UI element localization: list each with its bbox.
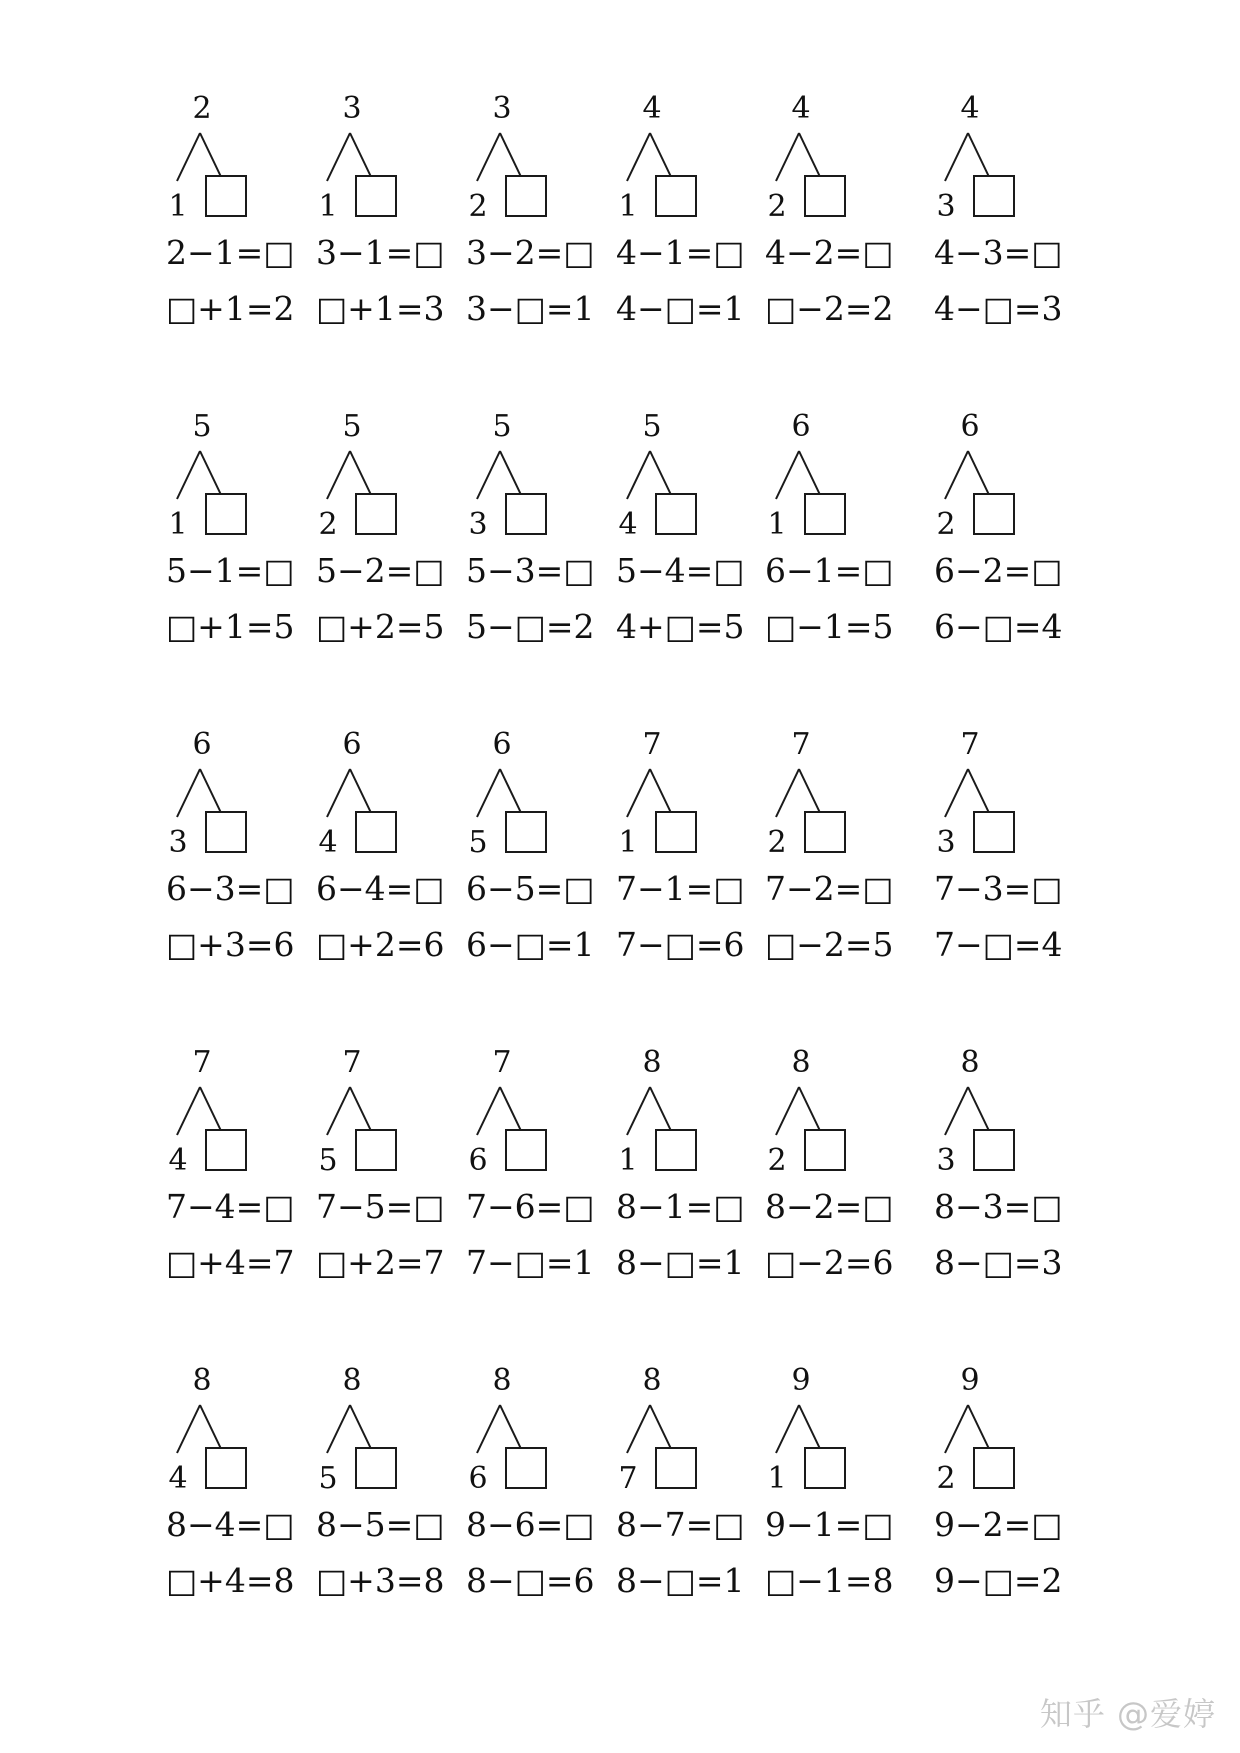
left-branch-line <box>945 769 968 817</box>
missing-number-equation[interactable]: 6−□=4 <box>934 607 1063 646</box>
number-bond-problem <box>466 409 596 682</box>
bond-known-part: 2 <box>318 507 338 542</box>
bond-total: 8 <box>342 1363 362 1398</box>
missing-part-box[interactable] <box>355 1129 397 1171</box>
left-branch-line <box>627 451 650 499</box>
missing-part-box[interactable] <box>355 811 397 853</box>
bond-known-part: 2 <box>936 507 956 542</box>
missing-part-box[interactable] <box>505 811 547 853</box>
bond-total: 6 <box>492 727 512 762</box>
left-branch-line <box>177 133 200 181</box>
missing-part-box[interactable] <box>804 811 846 853</box>
bond-known-part: 1 <box>168 507 188 542</box>
right-branch-line <box>350 133 373 181</box>
number-bond-problem <box>616 1363 746 1636</box>
right-branch-line <box>968 769 991 817</box>
bond-total: 4 <box>791 91 811 126</box>
missing-part-box[interactable] <box>804 175 846 217</box>
subtraction-equation[interactable]: 4−2=□ <box>765 233 894 272</box>
right-branch-line <box>650 1087 673 1135</box>
subtraction-equation[interactable]: 6−1=□ <box>765 551 894 590</box>
left-branch-line <box>776 133 799 181</box>
bond-known-part: 1 <box>767 507 787 542</box>
bond-known-part: 3 <box>168 825 188 860</box>
bond-total: 7 <box>642 727 662 762</box>
bond-total: 8 <box>192 1363 212 1398</box>
subtraction-equation[interactable]: 5−1=□ <box>166 551 295 590</box>
number-bond-problem <box>466 1045 596 1318</box>
subtraction-equation[interactable]: 8−7=□ <box>616 1505 745 1544</box>
subtraction-equation[interactable]: 3−2=□ <box>466 233 595 272</box>
missing-part-box[interactable] <box>655 175 697 217</box>
missing-number-equation[interactable]: □+3=6 <box>166 925 295 964</box>
number-bond-problem <box>616 727 746 1000</box>
missing-part-box[interactable] <box>973 1447 1015 1489</box>
right-branch-line <box>200 133 223 181</box>
number-bond-problem <box>934 727 1064 1000</box>
subtraction-equation[interactable]: 8−4=□ <box>166 1505 295 1544</box>
left-branch-line <box>945 1405 968 1453</box>
left-branch-line <box>945 133 968 181</box>
bond-known-part: 5 <box>318 1143 338 1178</box>
number-bond-problem <box>765 1045 895 1318</box>
missing-part-box[interactable] <box>505 493 547 535</box>
missing-part-box[interactable] <box>205 493 247 535</box>
bond-known-part: 3 <box>468 507 488 542</box>
bond-known-part: 1 <box>168 189 188 224</box>
number-bond-problem <box>166 1363 296 1636</box>
right-branch-line <box>799 451 822 499</box>
left-branch-line <box>327 769 350 817</box>
missing-number-equation[interactable]: 3−□=1 <box>466 289 595 328</box>
left-branch-line <box>177 451 200 499</box>
number-bond-problem <box>466 1363 596 1636</box>
bond-total: 5 <box>642 409 662 444</box>
number-bond-problem <box>466 91 596 364</box>
missing-number-equation[interactable]: 7−□=1 <box>466 1243 595 1282</box>
right-branch-line <box>799 1405 822 1453</box>
bond-total: 5 <box>192 409 212 444</box>
number-bond-problem <box>616 409 746 682</box>
left-branch-line <box>477 1405 500 1453</box>
missing-number-equation[interactable]: □+3=8 <box>316 1561 445 1600</box>
subtraction-equation[interactable]: 7−4=□ <box>166 1187 295 1226</box>
right-branch-line <box>500 1405 523 1453</box>
bond-known-part: 7 <box>618 1461 638 1496</box>
subtraction-equation[interactable]: 7−1=□ <box>616 869 745 908</box>
number-bond-problem <box>934 1363 1064 1636</box>
missing-number-equation[interactable]: □−2=2 <box>765 289 894 328</box>
missing-part-box[interactable] <box>505 1129 547 1171</box>
number-bond-problem <box>616 1045 746 1318</box>
right-branch-line <box>650 451 673 499</box>
right-branch-line <box>799 1087 822 1135</box>
missing-part-box[interactable] <box>355 493 397 535</box>
missing-number-equation[interactable]: 6−□=1 <box>466 925 595 964</box>
number-bond-problem <box>765 91 895 364</box>
right-branch-line <box>200 1087 223 1135</box>
right-branch-line <box>200 1405 223 1453</box>
bond-known-part: 4 <box>318 825 338 860</box>
number-bond-problem <box>466 727 596 1000</box>
left-branch-line <box>776 451 799 499</box>
number-bond-problem <box>316 409 446 682</box>
missing-number-equation[interactable]: □+1=3 <box>316 289 445 328</box>
bond-total: 7 <box>342 1045 362 1080</box>
missing-number-equation[interactable]: 8−□=3 <box>934 1243 1063 1282</box>
subtraction-equation[interactable]: 2−1=□ <box>166 233 295 272</box>
missing-part-box[interactable] <box>205 1447 247 1489</box>
left-branch-line <box>945 451 968 499</box>
bond-known-part: 1 <box>618 825 638 860</box>
bond-known-part: 3 <box>936 1143 956 1178</box>
number-bond-problem <box>166 1045 296 1318</box>
left-branch-line <box>327 133 350 181</box>
bond-known-part: 5 <box>318 1461 338 1496</box>
right-branch-line <box>650 133 673 181</box>
right-branch-line <box>799 769 822 817</box>
right-branch-line <box>350 451 373 499</box>
left-branch-line <box>776 1405 799 1453</box>
bond-total: 8 <box>960 1045 980 1080</box>
bond-total: 6 <box>791 409 811 444</box>
left-branch-line <box>177 1087 200 1135</box>
missing-number-equation[interactable]: □−2=5 <box>765 925 894 964</box>
missing-number-equation[interactable]: □+2=7 <box>316 1243 445 1282</box>
subtraction-equation[interactable]: 8−6=□ <box>466 1505 595 1544</box>
bond-known-part: 6 <box>468 1143 488 1178</box>
bond-known-part: 3 <box>936 189 956 224</box>
bond-known-part: 2 <box>767 1143 787 1178</box>
right-branch-line <box>350 769 373 817</box>
subtraction-equation[interactable]: 7−2=□ <box>765 869 894 908</box>
number-bond-problem <box>765 409 895 682</box>
left-branch-line <box>327 1087 350 1135</box>
subtraction-equation[interactable]: 7−3=□ <box>934 869 1063 908</box>
subtraction-equation[interactable]: 8−1=□ <box>616 1187 745 1226</box>
number-bond-problem <box>616 91 746 364</box>
number-bond-problem <box>316 1363 446 1636</box>
number-bond-problem <box>166 727 296 1000</box>
right-branch-line <box>650 769 673 817</box>
right-branch-line <box>799 133 822 181</box>
subtraction-equation[interactable]: 6−2=□ <box>934 551 1063 590</box>
bond-total: 4 <box>960 91 980 126</box>
bond-total: 8 <box>642 1045 662 1080</box>
subtraction-equation[interactable]: 8−5=□ <box>316 1505 445 1544</box>
left-branch-line <box>327 451 350 499</box>
bond-known-part: 6 <box>468 1461 488 1496</box>
missing-number-equation[interactable]: 4+□=5 <box>616 607 745 646</box>
bond-known-part: 4 <box>168 1461 188 1496</box>
left-branch-line <box>627 1087 650 1135</box>
bond-total: 7 <box>791 727 811 762</box>
left-branch-line <box>627 769 650 817</box>
subtraction-equation[interactable]: 4−3=□ <box>934 233 1063 272</box>
bond-total: 6 <box>192 727 212 762</box>
missing-part-box[interactable] <box>355 1447 397 1489</box>
missing-number-equation[interactable]: 4−□=3 <box>934 289 1063 328</box>
missing-number-equation[interactable]: 9−□=2 <box>934 1561 1063 1600</box>
bond-total: 2 <box>192 91 212 126</box>
right-branch-line <box>968 451 991 499</box>
number-bond-problem <box>316 91 446 364</box>
subtraction-equation[interactable]: 9−1=□ <box>765 1505 894 1544</box>
subtraction-equation[interactable]: 3−1=□ <box>316 233 445 272</box>
left-branch-line <box>327 1405 350 1453</box>
right-branch-line <box>350 1405 373 1453</box>
subtraction-equation[interactable]: 5−3=□ <box>466 551 595 590</box>
missing-number-equation[interactable]: 8−□=6 <box>466 1561 595 1600</box>
bond-total: 7 <box>960 727 980 762</box>
subtraction-equation[interactable]: 7−5=□ <box>316 1187 445 1226</box>
subtraction-equation[interactable]: 4−1=□ <box>616 233 745 272</box>
missing-number-equation[interactable]: □−2=6 <box>765 1243 894 1282</box>
missing-part-box[interactable] <box>804 493 846 535</box>
bond-total: 8 <box>791 1045 811 1080</box>
subtraction-equation[interactable]: 6−4=□ <box>316 869 445 908</box>
right-branch-line <box>500 451 523 499</box>
missing-number-equation[interactable]: 4−□=1 <box>616 289 745 328</box>
subtraction-equation[interactable]: 6−3=□ <box>166 869 295 908</box>
number-bond-problem <box>166 91 296 364</box>
right-branch-line <box>500 1087 523 1135</box>
missing-number-equation[interactable]: 5−□=2 <box>466 607 595 646</box>
bond-known-part: 5 <box>468 825 488 860</box>
missing-part-box[interactable] <box>505 175 547 217</box>
right-branch-line <box>500 769 523 817</box>
missing-part-box[interactable] <box>655 811 697 853</box>
left-branch-line <box>477 1087 500 1135</box>
bond-known-part: 3 <box>936 825 956 860</box>
right-branch-line <box>968 1405 991 1453</box>
left-branch-line <box>177 1405 200 1453</box>
bond-known-part: 1 <box>618 1143 638 1178</box>
missing-number-equation[interactable]: □−1=5 <box>765 607 894 646</box>
bond-total: 6 <box>342 727 362 762</box>
missing-number-equation[interactable]: □+1=5 <box>166 607 295 646</box>
missing-number-equation[interactable]: □+2=6 <box>316 925 445 964</box>
right-branch-line <box>200 451 223 499</box>
right-branch-line <box>200 769 223 817</box>
missing-number-equation[interactable]: □+1=2 <box>166 289 295 328</box>
number-bond-problem <box>316 1045 446 1318</box>
bond-known-part: 2 <box>936 1461 956 1496</box>
missing-part-box[interactable] <box>655 1129 697 1171</box>
bond-total: 4 <box>642 91 662 126</box>
missing-part-box[interactable] <box>205 175 247 217</box>
left-branch-line <box>477 769 500 817</box>
missing-part-box[interactable] <box>205 811 247 853</box>
bond-total: 7 <box>192 1045 212 1080</box>
number-bond-problem <box>765 727 895 1000</box>
right-branch-line <box>968 133 991 181</box>
left-branch-line <box>177 769 200 817</box>
bond-known-part: 2 <box>468 189 488 224</box>
bond-known-part: 1 <box>318 189 338 224</box>
bond-total: 5 <box>342 409 362 444</box>
missing-part-box[interactable] <box>804 1129 846 1171</box>
bond-known-part: 1 <box>618 189 638 224</box>
right-branch-line <box>350 1087 373 1135</box>
left-branch-line <box>627 133 650 181</box>
missing-number-equation[interactable]: 8−□=1 <box>616 1243 745 1282</box>
missing-part-box[interactable] <box>205 1129 247 1171</box>
bond-total: 9 <box>791 1363 811 1398</box>
number-bond-problem <box>934 91 1064 364</box>
subtraction-equation[interactable]: 9−2=□ <box>934 1505 1063 1544</box>
left-branch-line <box>627 1405 650 1453</box>
bond-total: 7 <box>492 1045 512 1080</box>
subtraction-equation[interactable]: 5−2=□ <box>316 551 445 590</box>
missing-number-equation[interactable]: 7−□=6 <box>616 925 745 964</box>
missing-part-box[interactable] <box>973 811 1015 853</box>
missing-part-box[interactable] <box>655 493 697 535</box>
missing-number-equation[interactable]: 8−□=1 <box>616 1561 745 1600</box>
missing-number-equation[interactable]: □−1=8 <box>765 1561 894 1600</box>
bond-total: 3 <box>342 91 362 126</box>
number-bond-problem <box>934 409 1064 682</box>
bond-total: 8 <box>642 1363 662 1398</box>
missing-part-box[interactable] <box>973 1129 1015 1171</box>
missing-number-equation[interactable]: □+4=7 <box>166 1243 295 1282</box>
left-branch-line <box>776 769 799 817</box>
missing-part-box[interactable] <box>804 1447 846 1489</box>
subtraction-equation[interactable]: 8−3=□ <box>934 1187 1063 1226</box>
number-bond-problem <box>166 409 296 682</box>
missing-part-box[interactable] <box>655 1447 697 1489</box>
bond-known-part: 4 <box>168 1143 188 1178</box>
missing-part-box[interactable] <box>355 175 397 217</box>
bond-total: 5 <box>492 409 512 444</box>
bond-known-part: 1 <box>767 1461 787 1496</box>
number-bond-problem <box>934 1045 1064 1318</box>
subtraction-equation[interactable]: 6−5=□ <box>466 869 595 908</box>
watermark: 知乎 @爱婷 <box>1039 1695 1216 1733</box>
missing-number-equation[interactable]: □+4=8 <box>166 1561 295 1600</box>
subtraction-equation[interactable]: 7−6=□ <box>466 1187 595 1226</box>
number-bond-problem <box>316 727 446 1000</box>
missing-part-box[interactable] <box>973 175 1015 217</box>
missing-part-box[interactable] <box>973 493 1015 535</box>
bond-total: 8 <box>492 1363 512 1398</box>
missing-part-box[interactable] <box>505 1447 547 1489</box>
left-branch-line <box>477 133 500 181</box>
left-branch-line <box>776 1087 799 1135</box>
subtraction-equation[interactable]: 5−4=□ <box>616 551 745 590</box>
number-bond-problem <box>765 1363 895 1636</box>
missing-number-equation[interactable]: □+2=5 <box>316 607 445 646</box>
right-branch-line <box>650 1405 673 1453</box>
bond-total: 6 <box>960 409 980 444</box>
left-branch-line <box>477 451 500 499</box>
bond-known-part: 2 <box>767 189 787 224</box>
right-branch-line <box>968 1087 991 1135</box>
bond-total: 3 <box>492 91 512 126</box>
bond-total: 9 <box>960 1363 980 1398</box>
missing-number-equation[interactable]: 7−□=4 <box>934 925 1063 964</box>
bond-known-part: 2 <box>767 825 787 860</box>
subtraction-equation[interactable]: 8−2=□ <box>765 1187 894 1226</box>
left-branch-line <box>945 1087 968 1135</box>
bond-known-part: 4 <box>618 507 638 542</box>
right-branch-line <box>500 133 523 181</box>
